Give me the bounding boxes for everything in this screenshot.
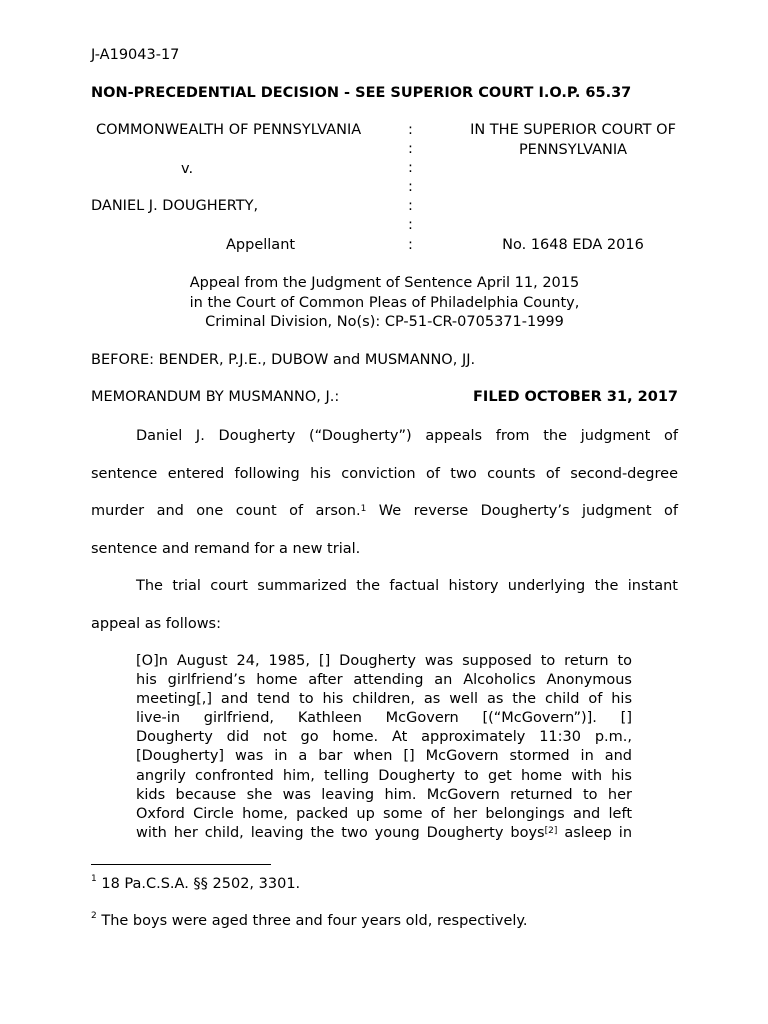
paragraph-text: We reverse Dougherty’s judgment of bbox=[366, 503, 678, 519]
quote-line: kids because she was leaving him. McGovern returned to her bbox=[136, 786, 632, 803]
decision-heading: NON-PRECEDENTIAL DECISION - SEE SUPERIOR COURT I.O.P. 65.37 bbox=[91, 85, 632, 101]
paragraph-line: appeal as follows: bbox=[91, 615, 221, 632]
quote-line: live-in girlfriend, Kathleen McGovern [(“McGovern”)]. [] bbox=[136, 710, 632, 727]
footnote-number: 1 bbox=[91, 874, 97, 884]
filed-date: FILED OCTOBER 31, 2017 bbox=[473, 389, 678, 405]
quote-line: [O]n August 24, 1985, [] Dougherty was supposed to return to bbox=[136, 653, 632, 669]
footnote-number: 2 bbox=[91, 911, 97, 921]
quote-line: Oxford Circle home, packed up some of her belongings and left bbox=[136, 805, 632, 822]
block-quote bbox=[136, 652, 632, 843]
memorandum-author: MEMORANDUM BY MUSMANNO, J.: bbox=[91, 389, 340, 405]
quote-line: angrily confronted him, telling Dougherty to get home with his bbox=[136, 767, 632, 784]
plaintiff-name: COMMONWEALTH OF PENNSYLVANIA bbox=[96, 122, 362, 138]
caption-colon: : bbox=[408, 237, 413, 253]
paragraph-text: murder and one count of arson. bbox=[91, 503, 361, 519]
caption-colon: : bbox=[408, 179, 413, 195]
quote-line: Dougherty did not go home. At approximately 11:30 p.m., bbox=[136, 729, 632, 746]
footnote-divider bbox=[91, 864, 271, 865]
paragraph-line: The trial court summarized the factual history underlying the instant bbox=[136, 578, 678, 594]
paragraph-line: sentence entered following his conviction of two counts of second-degree bbox=[91, 465, 678, 482]
footnote-ref-1: 1 bbox=[360, 504, 367, 514]
appeal-line3: Criminal Division, No(s): CP-51-CR-0705371-1999 bbox=[205, 314, 564, 330]
caption-colon: : bbox=[408, 217, 413, 233]
footnote-text: The boys were aged three and four years old, respectively. bbox=[96, 913, 528, 929]
opinion-paragraph bbox=[91, 418, 678, 568]
footnote-2 bbox=[91, 913, 528, 929]
caption-colon: : bbox=[408, 141, 413, 157]
document-id: J-A19043-17 bbox=[91, 47, 180, 63]
quote-text: asleep in bbox=[557, 824, 633, 841]
docket-number: No. 1648 EDA 2016 bbox=[502, 237, 644, 253]
quote-line: [Dougherty] was in a bar when [] McGovern stormed in and bbox=[136, 748, 632, 765]
paragraph-line: sentence and remand for a new trial. bbox=[91, 540, 361, 557]
defendant-name: DANIEL J. DOUGHERTY, bbox=[91, 198, 259, 214]
footnote-1 bbox=[91, 876, 300, 892]
caption-colon: : bbox=[408, 198, 413, 214]
appeal-line2: in the Court of Common Pleas of Philadelphia County, bbox=[189, 295, 580, 311]
quote-line: meeting[,] and tend to his children, as well as the child of his bbox=[136, 691, 632, 708]
footnote-text: 18 Pa.C.S.A. §§ 2502, 3301. bbox=[96, 876, 301, 892]
caption-colon: : bbox=[408, 122, 413, 138]
appeal-line1: Appeal from the Judgment of Sentence April 11, 2015 bbox=[189, 275, 580, 291]
quote-text: with her child, leaving the two young Dougherty boys bbox=[136, 824, 545, 841]
paragraph-line: Daniel J. Dougherty (“Dougherty”) appeals from the judgment of bbox=[136, 428, 678, 444]
paragraph-line bbox=[91, 493, 678, 531]
court-name-line2: PENNSYLVANIA bbox=[518, 142, 628, 158]
panel-before: BEFORE: BENDER, P.J.E., DUBOW and MUSMANNO, JJ. bbox=[91, 352, 476, 368]
appellant-label: Appellant bbox=[226, 237, 296, 253]
versus-label: v. bbox=[181, 161, 194, 177]
footnote-ref-2: [2] bbox=[544, 825, 558, 836]
opinion-paragraph bbox=[91, 568, 678, 643]
quote-line bbox=[136, 824, 632, 843]
quote-line: his girlfriend’s home after attending an Alcoholics Anonymous bbox=[136, 672, 632, 689]
caption-colon: : bbox=[408, 160, 413, 176]
court-name-line1: IN THE SUPERIOR COURT OF bbox=[470, 122, 676, 138]
